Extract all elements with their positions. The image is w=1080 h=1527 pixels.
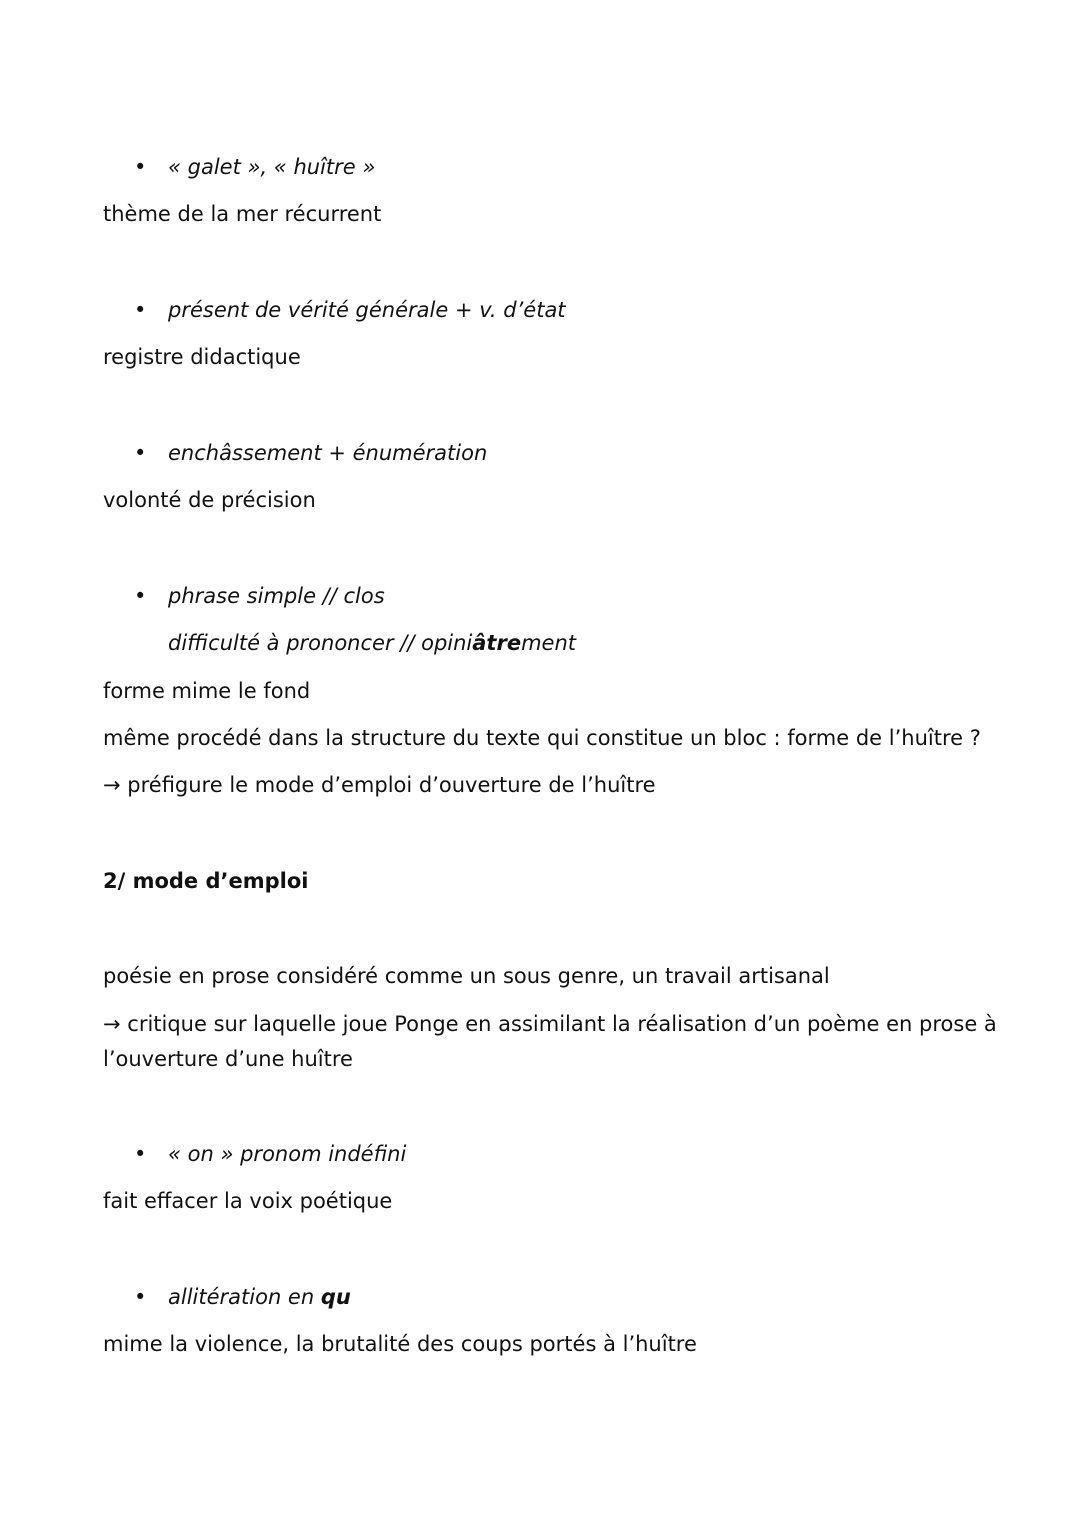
- bullet-icon: •: [134, 298, 147, 322]
- note-line: même procédé dans la structure du texte qui constitue un bloc : forme de l’huître ?: [103, 726, 981, 750]
- continuation-text-end: ment: [521, 631, 576, 655]
- note-line: registre didactique: [103, 345, 301, 369]
- continuation-text: difficulté à prononcer // opini: [168, 631, 473, 655]
- bullet-item-enchassement: [134, 438, 487, 468]
- bullet-text: présent de vérité générale + v. d’état: [168, 298, 566, 322]
- bullet-text: phrase simple // clos: [168, 584, 385, 608]
- bullet-item-galet: [134, 152, 375, 182]
- note-line: mime la violence, la brutalité des coups portés à l’huître: [103, 1332, 697, 1356]
- bullet-item-phrase: [134, 581, 385, 611]
- bullet-text: allitération en: [168, 1285, 321, 1309]
- paragraph-line-arrow: → critique sur laquelle joue Ponge en assimilant la réalisation d’un poème en prose à: [103, 1012, 997, 1036]
- bullet-icon: •: [134, 155, 147, 179]
- paragraph-line: poésie en prose considéré comme un sous genre, un travail artisanal: [103, 964, 830, 988]
- bullet-icon: •: [134, 1285, 147, 1309]
- note-line: thème de la mer récurrent: [103, 202, 382, 226]
- bullet-icon: •: [134, 584, 147, 608]
- bullet-icon: •: [134, 1142, 147, 1166]
- bullet-text: enchâssement + énumération: [168, 441, 488, 465]
- bullet-text: « on » pronom indéfini: [168, 1142, 407, 1166]
- note-line: fait effacer la voix poétique: [103, 1189, 393, 1213]
- note-line: volonté de précision: [103, 488, 316, 512]
- section-heading: 2/ mode d’emploi: [103, 869, 309, 893]
- bullet-icon: •: [134, 441, 147, 465]
- bullet-continuation: [168, 628, 576, 658]
- bullet-item-alliteration: [134, 1282, 351, 1312]
- bullet-text-bold: qu: [320, 1285, 351, 1309]
- continuation-bold: âtre: [472, 631, 522, 655]
- paragraph-line: l’ouverture d’une huître: [103, 1047, 353, 1071]
- bullet-text: « galet », « huître »: [168, 155, 376, 179]
- note-line-arrow: → préfigure le mode d’emploi d’ouverture de l’huître: [103, 773, 656, 797]
- bullet-item-present: [134, 295, 566, 325]
- bullet-item-on: [134, 1139, 406, 1169]
- note-line: forme mime le fond: [103, 679, 311, 703]
